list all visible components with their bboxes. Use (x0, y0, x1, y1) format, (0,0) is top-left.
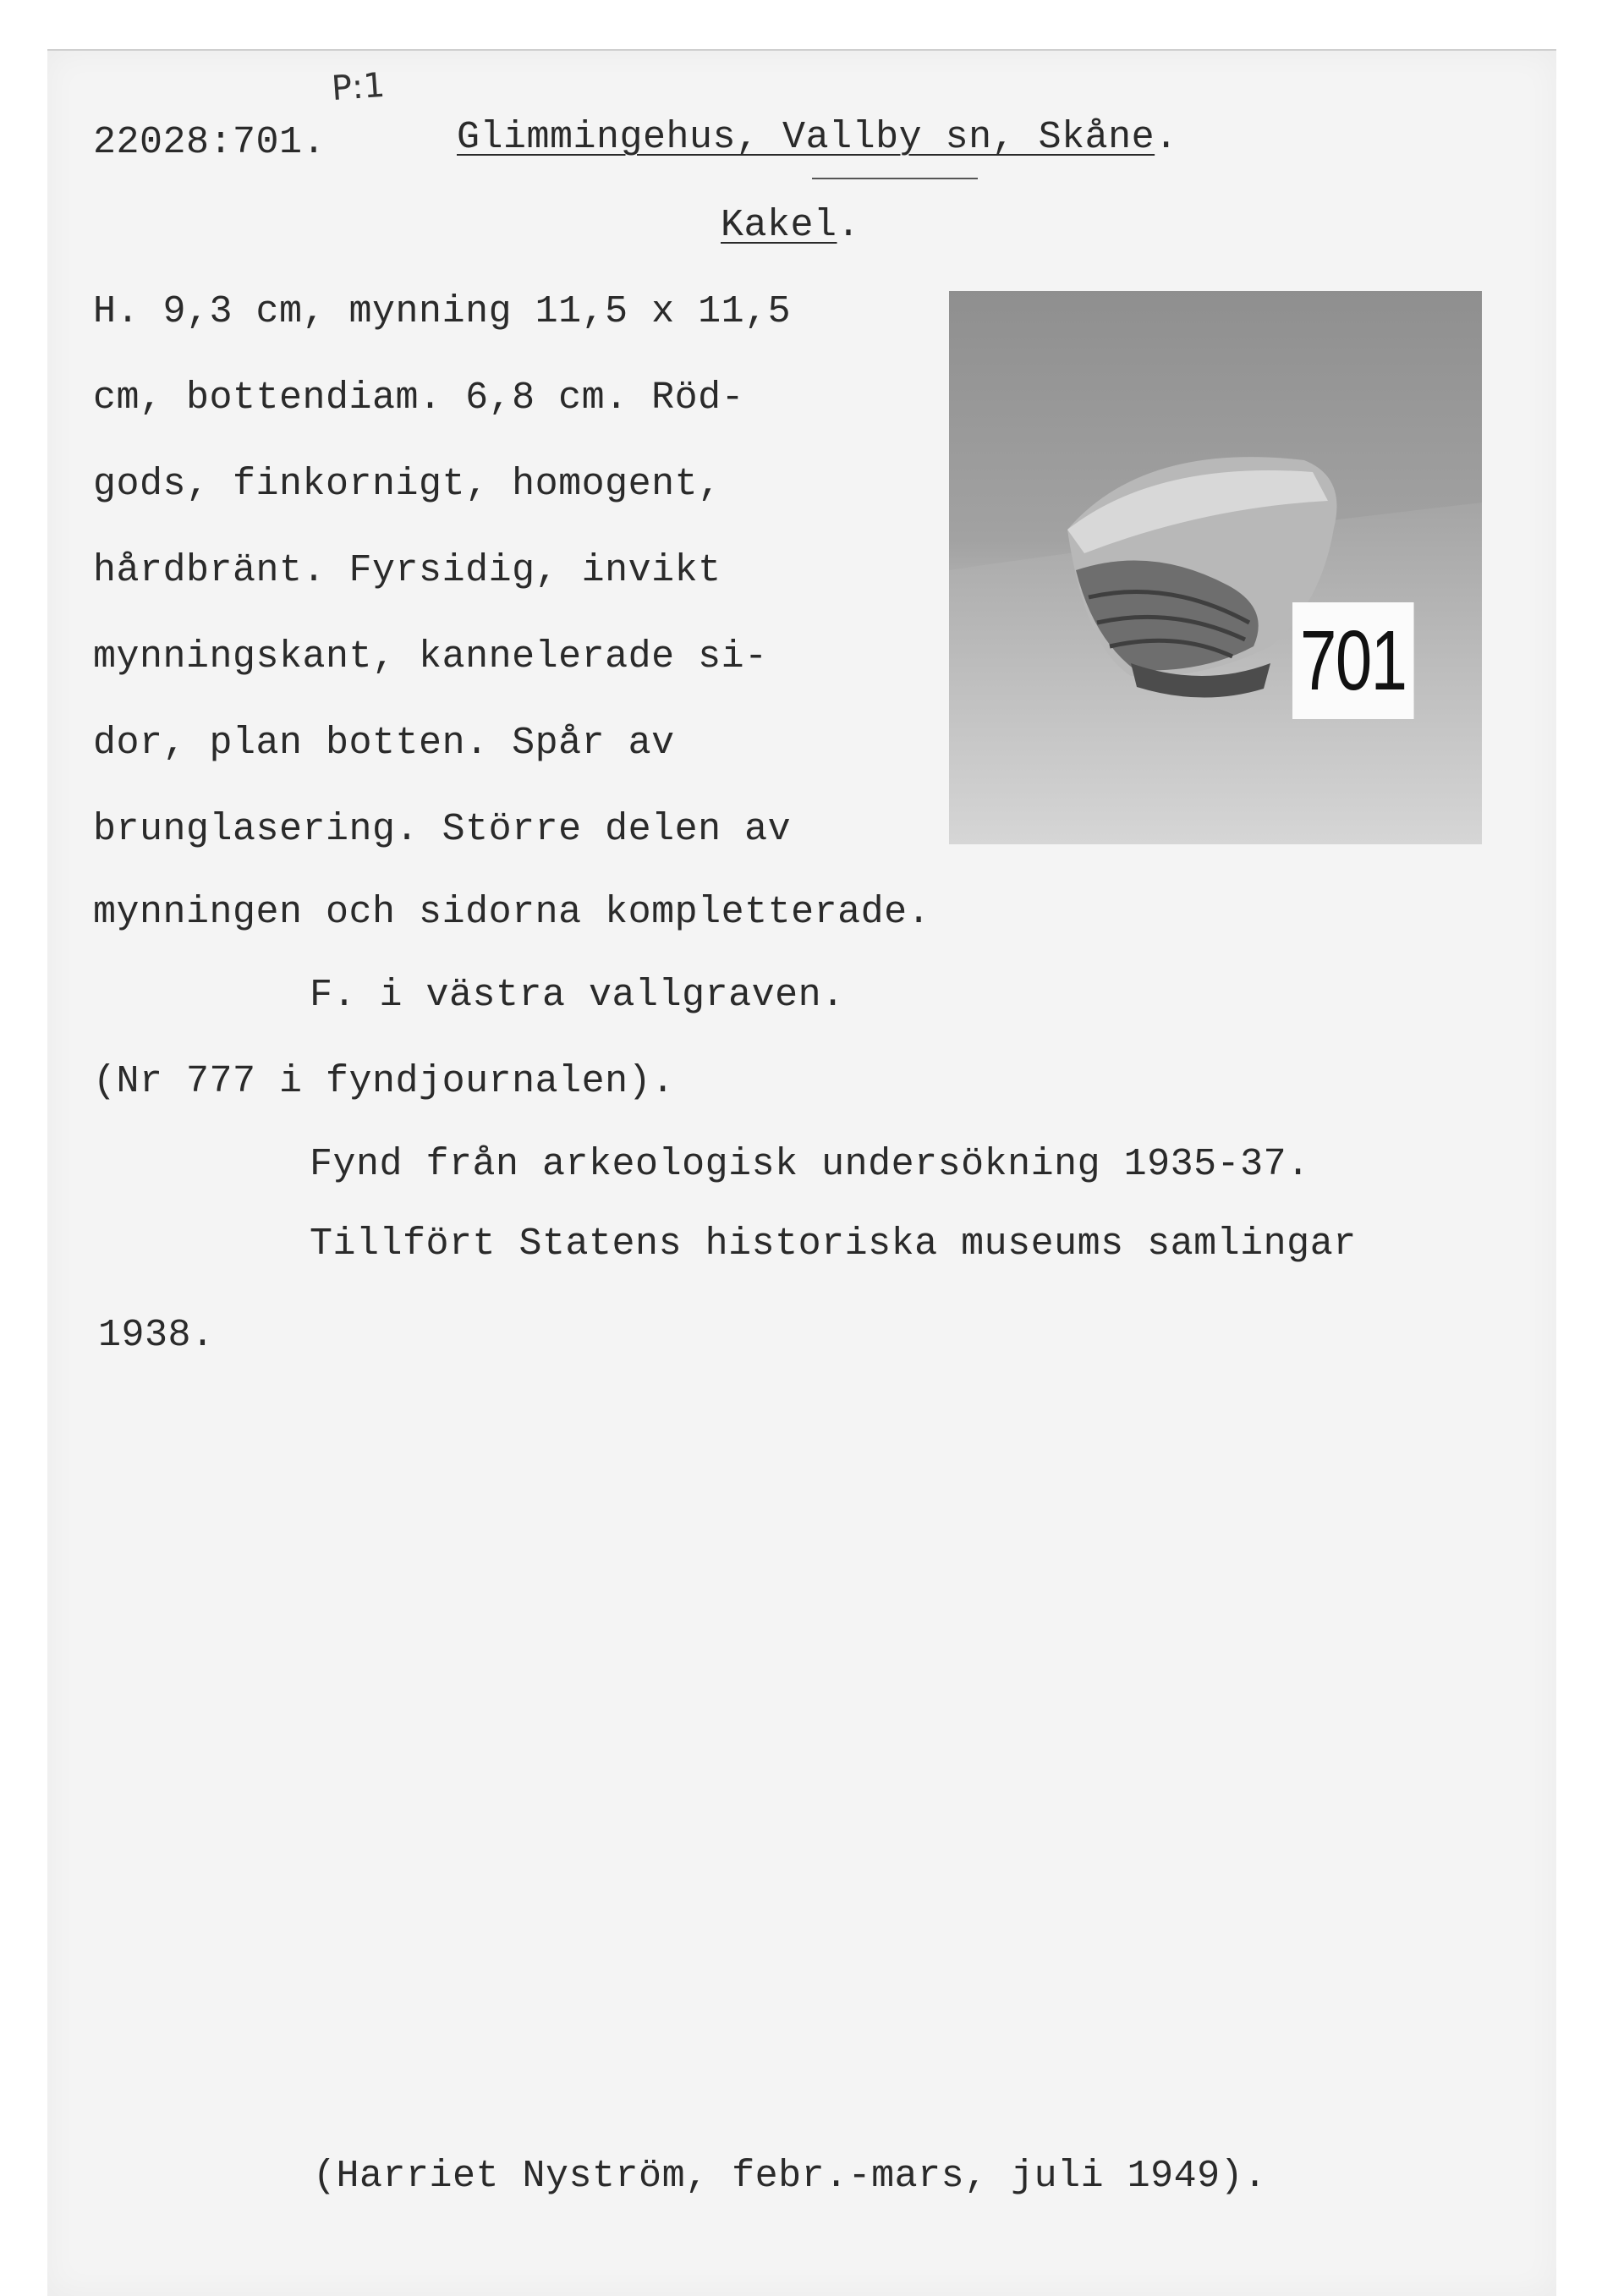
site-heading (457, 118, 1178, 157)
site-name: Glimmingehus, Vallby sn, Skåne (457, 116, 1155, 159)
description-line-4: hårdbränt. Fyrsidig, invikt (93, 549, 721, 592)
description-line-3: gods, finkornigt, homogent, (93, 463, 721, 506)
vessel-illustration (949, 291, 1482, 844)
accession-year: 1938. (98, 1314, 215, 1357)
catalogue-number: 22028:701. (93, 121, 326, 164)
excavation-note: Fynd från arkeologisk undersökning 1935-37. (310, 1143, 1310, 1186)
category-heading (721, 204, 861, 247)
description-line-1: H. 9,3 cm, mynning 11,5 x 11,5 (93, 290, 792, 333)
category-period: . (837, 204, 861, 247)
heading-rule (812, 178, 978, 179)
description-line-7: brunglasering. Större delen av (93, 808, 792, 851)
description-line-6: dor, plan botten. Spår av (93, 722, 675, 765)
accession-line: Tillfört Statens historiska museums samlingar (310, 1222, 1357, 1266)
description-line-5: mynningskant, kannelerade si- (93, 635, 768, 678)
find-location: F. i västra vallgraven. (310, 974, 845, 1017)
site-period: . (1155, 116, 1178, 159)
author-note: (Harriet Nyström, febr.-mars, juli 1949). (313, 2155, 1267, 2198)
description-line-2: cm, bottendiam. 6,8 cm. Röd- (93, 376, 745, 420)
object-photo (949, 291, 1482, 844)
journal-reference: (Nr 777 i fyndjournalen). (93, 1060, 675, 1103)
description-line-8: mynningen och sidorna kompletterade. (93, 891, 931, 934)
category-name: Kakel (721, 204, 837, 247)
handwritten-mark: P:1 (330, 65, 387, 109)
object-number-label: 701 (1292, 602, 1414, 719)
